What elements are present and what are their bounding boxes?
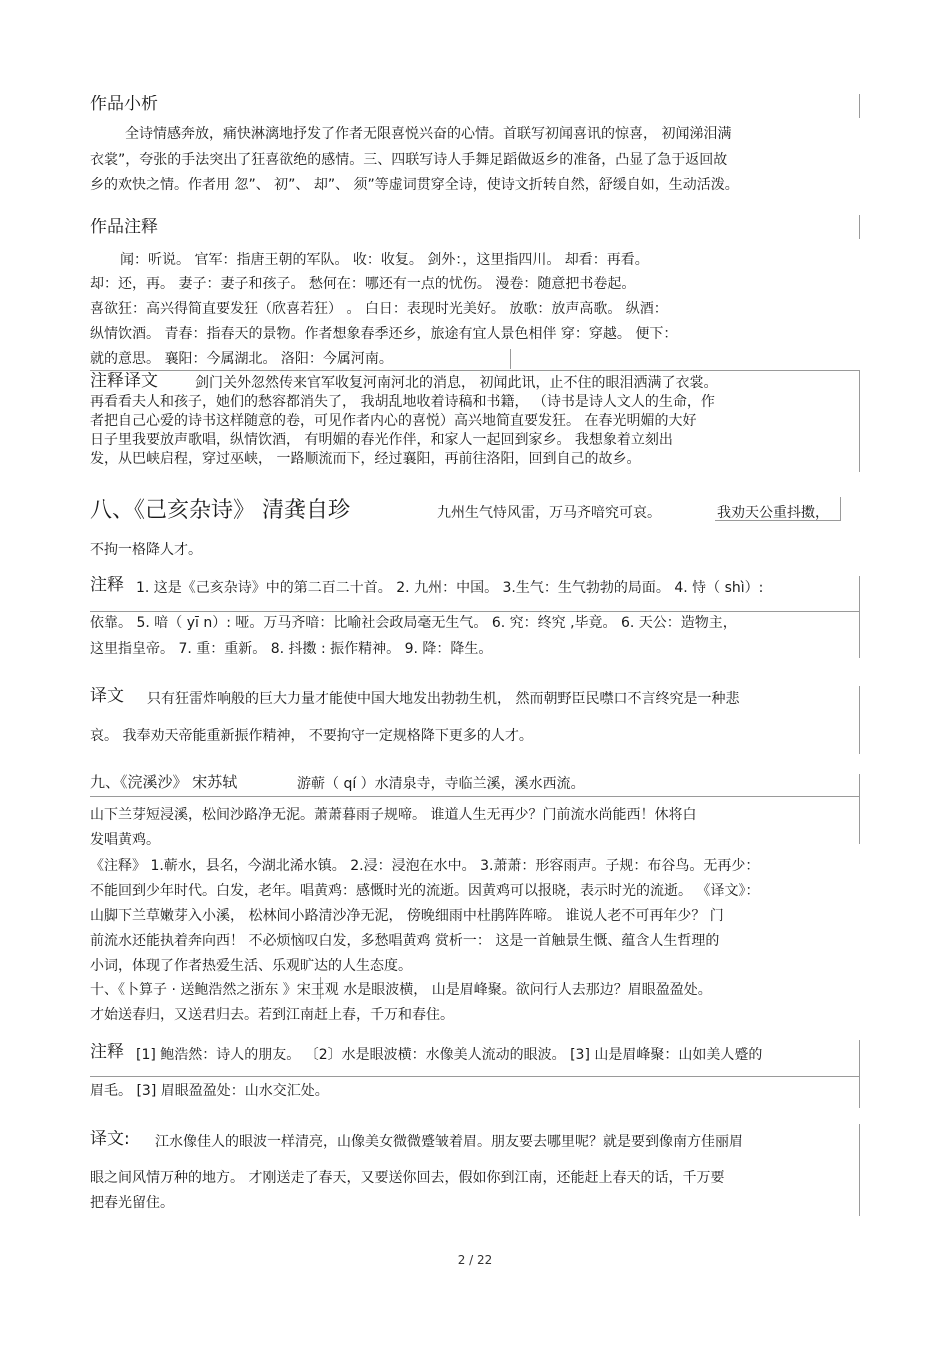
label-notes-translation: 注释译文 bbox=[90, 372, 158, 390]
heading-analysis: 作品小析 bbox=[90, 95, 158, 113]
section-title-9: 九、《浣溪沙》 宋苏轼 bbox=[90, 773, 238, 791]
text-line: 乡的欢快之情。作者用 忽”、 初”、 却”、 须”等虚词贯穿全诗，使诗文折转自然，舒缓自如，生动活泼。 bbox=[90, 177, 739, 193]
text-line: 眉毛。 [3] 眉眼盈盈处：山水交汇处。 bbox=[90, 1083, 329, 1099]
text-line: 《注释》 1.蕲水，县名，今湖北浠水镇。 2.浸：浸泡在水中。 3.萧萧：形容雨声。子规：布谷鸟。无再少： bbox=[90, 858, 760, 874]
poem-line: 发唱黄鸡。 bbox=[90, 832, 160, 848]
page-number: 2 / 22 bbox=[457, 1253, 493, 1267]
text-line: 剑门关外忽然传来官军收复河南河北的消息， 初闻此讯，止不住的眼泪洒满了衣裳。 bbox=[195, 375, 718, 391]
text-line: 衣裳”，夸张的手法突出了狂喜欲绝的感情。三、四联写诗人手舞足蹈做返乡的准备，凸显了急于返回故 bbox=[90, 152, 728, 168]
text-line: 1. 这是《己亥杂诗》中的第二百二十首。 2. 九州：中国。 3.生气：生气勃勃的局面。 4. 恃（ shì）: bbox=[136, 580, 764, 596]
text-line: 游蕲（ qí ）水清泉寺，寺临兰溪，溪水西流。 bbox=[297, 776, 585, 792]
text-line: [1] 鲍浩然：诗人的朋友。 〔2〕水是眼波横：水像美人流动的眼波。 [3] 山是眉峰聚：山如美人蹙的 bbox=[136, 1047, 763, 1063]
label-notes: 注释 bbox=[90, 1043, 124, 1061]
text-line: 山脚下兰草嫩芽入小溪， 松林间小路清沙净无泥， 傍晚细雨中杜鹃阵阵啼。 谁说人老不可再年少？ 门 bbox=[90, 908, 724, 924]
rule bbox=[90, 1076, 860, 1077]
text-line: 把春光留住。 bbox=[90, 1195, 174, 1211]
poem-line: 不拘一格降人才。 bbox=[90, 542, 202, 558]
label-notes: 注释 bbox=[90, 576, 124, 594]
text-line: 日子里我要放声歌唱，纵情饮酒， 有明媚的春光作伴，和家人一起回到家乡。 我想象着立刻出 bbox=[90, 432, 673, 448]
text-line: 纵情饮酒。 青春：指春天的景物。作者想象春季还乡，旅途有宜人景色相伴 穿：穿越。 便下： bbox=[90, 326, 678, 342]
text-line: 就的意思。 襄阳：今属湖北。 洛阳：今属河南。 bbox=[90, 351, 393, 367]
rule bbox=[90, 370, 860, 371]
text-line: 却：还，再。 妻子：妻子和孩子。 愁何在：哪还有一点的忧伤。 漫卷：随意把书卷起。 bbox=[90, 276, 636, 292]
poem-line: 山下兰芽短浸溪，松间沙路净无泥。萧萧暮雨子规啼。 谁道人生无再少？门前流水尚能西！休将白 bbox=[90, 807, 697, 823]
poem-line: 才始送春归，又送君归去。若到江南赶上春，千万和春住。 bbox=[90, 1007, 454, 1023]
text-line: 江水像佳人的眼波一样清亮，山像美女微微蹙皱着眉。朋友要去哪里呢？就是要到像南方佳丽眉 bbox=[155, 1134, 743, 1150]
section-title-10: 十、《卜算子 · 送鲍浩然之浙东 》宋王观 水是眼波横， 山是眉峰聚。欲问行人去那边？眉眼盈盈处。 bbox=[90, 982, 712, 998]
text-line: 哀。 我奉劝天帝能重新振作精神， 不要拘守一定规格降下更多的人才。 bbox=[90, 728, 533, 744]
poem-line: 我劝天公重抖擞， bbox=[717, 505, 829, 521]
text-line: 全诗情感奔放，痛快淋漓地抒发了作者无限喜悦兴奋的心情。首联写初闻喜讯的惊喜， 初闻涕泪满 bbox=[125, 126, 732, 142]
text-line: 再看看夫人和孩子，她们的愁容都消失了， 我胡乱地收着诗稿和书籍， （诗书是诗人文人的生命，作 bbox=[90, 394, 715, 410]
text-line: 不能回到少年时代。白发，老年。唱黄鸡：感慨时光的流逝。因黄鸡可以报晓，表示时光的流逝。 《译文》： bbox=[90, 883, 760, 899]
text-line: 眼之间风情万种的地方。 才刚送走了春天，又要送你回去，假如你到江南，还能赶上春天的话，千万要 bbox=[90, 1170, 725, 1186]
poem-line: 九州生气恃风雷，万马齐喑究可哀。 bbox=[437, 505, 661, 521]
text-line: 只有狂雷炸响般的巨大力量才能使中国大地发出勃勃生机， 然而朝野臣民噤口不言终究是一种悲 bbox=[147, 691, 740, 707]
label-translation: 译文: bbox=[90, 1130, 130, 1148]
heading-notes: 作品注释 bbox=[90, 218, 158, 236]
text-line: 发，从巴峡启程，穿过巫峡， 一路顺流而下，经过襄阳，再前往洛阳，回到自己的故乡。 bbox=[90, 451, 641, 467]
label-translation: 译文 bbox=[90, 687, 124, 705]
text-line: 小词，体现了作者热爱生活、乐观旷达的人生态度。 bbox=[90, 958, 412, 974]
rule bbox=[90, 796, 860, 797]
text-line: 闻：听说。 官军：指唐王朝的军队。 收：收复。 剑外：，这里指四川。 却看：再看。 bbox=[120, 252, 649, 268]
text-line: 者把自己心爱的诗书这样随意的卷，可见作者内心的喜悦）高兴地简直要发狂。 在春光明媚的大好 bbox=[90, 413, 697, 429]
text-line: 前流水还能执着奔向西！ 不必烦恼叹白发，多愁唱黄鸡 赏析一： 这是一首触景生慨、蕴含人生哲理的 bbox=[90, 933, 720, 949]
section-title-8: 八、《己亥杂诗》 清龚自珍 bbox=[90, 498, 350, 523]
text-line: 依靠。 5. 喑（ yī n）: 哑。万马齐喑：比喻社会政局毫无生气。 6. 究：终究 ,毕竟。 6. 天公：造物主， bbox=[90, 615, 737, 631]
text-line: 这里指皇帝。 7. 重：重新。 8. 抖擞 : 振作精神。 9. 降：降生。 bbox=[90, 641, 493, 657]
rule bbox=[90, 611, 860, 612]
text-line: 喜欲狂：高兴得简直要发狂（欣喜若狂） 。 白日：表现时光美好。 放歌：放声高歌。 纵酒： bbox=[90, 301, 668, 317]
